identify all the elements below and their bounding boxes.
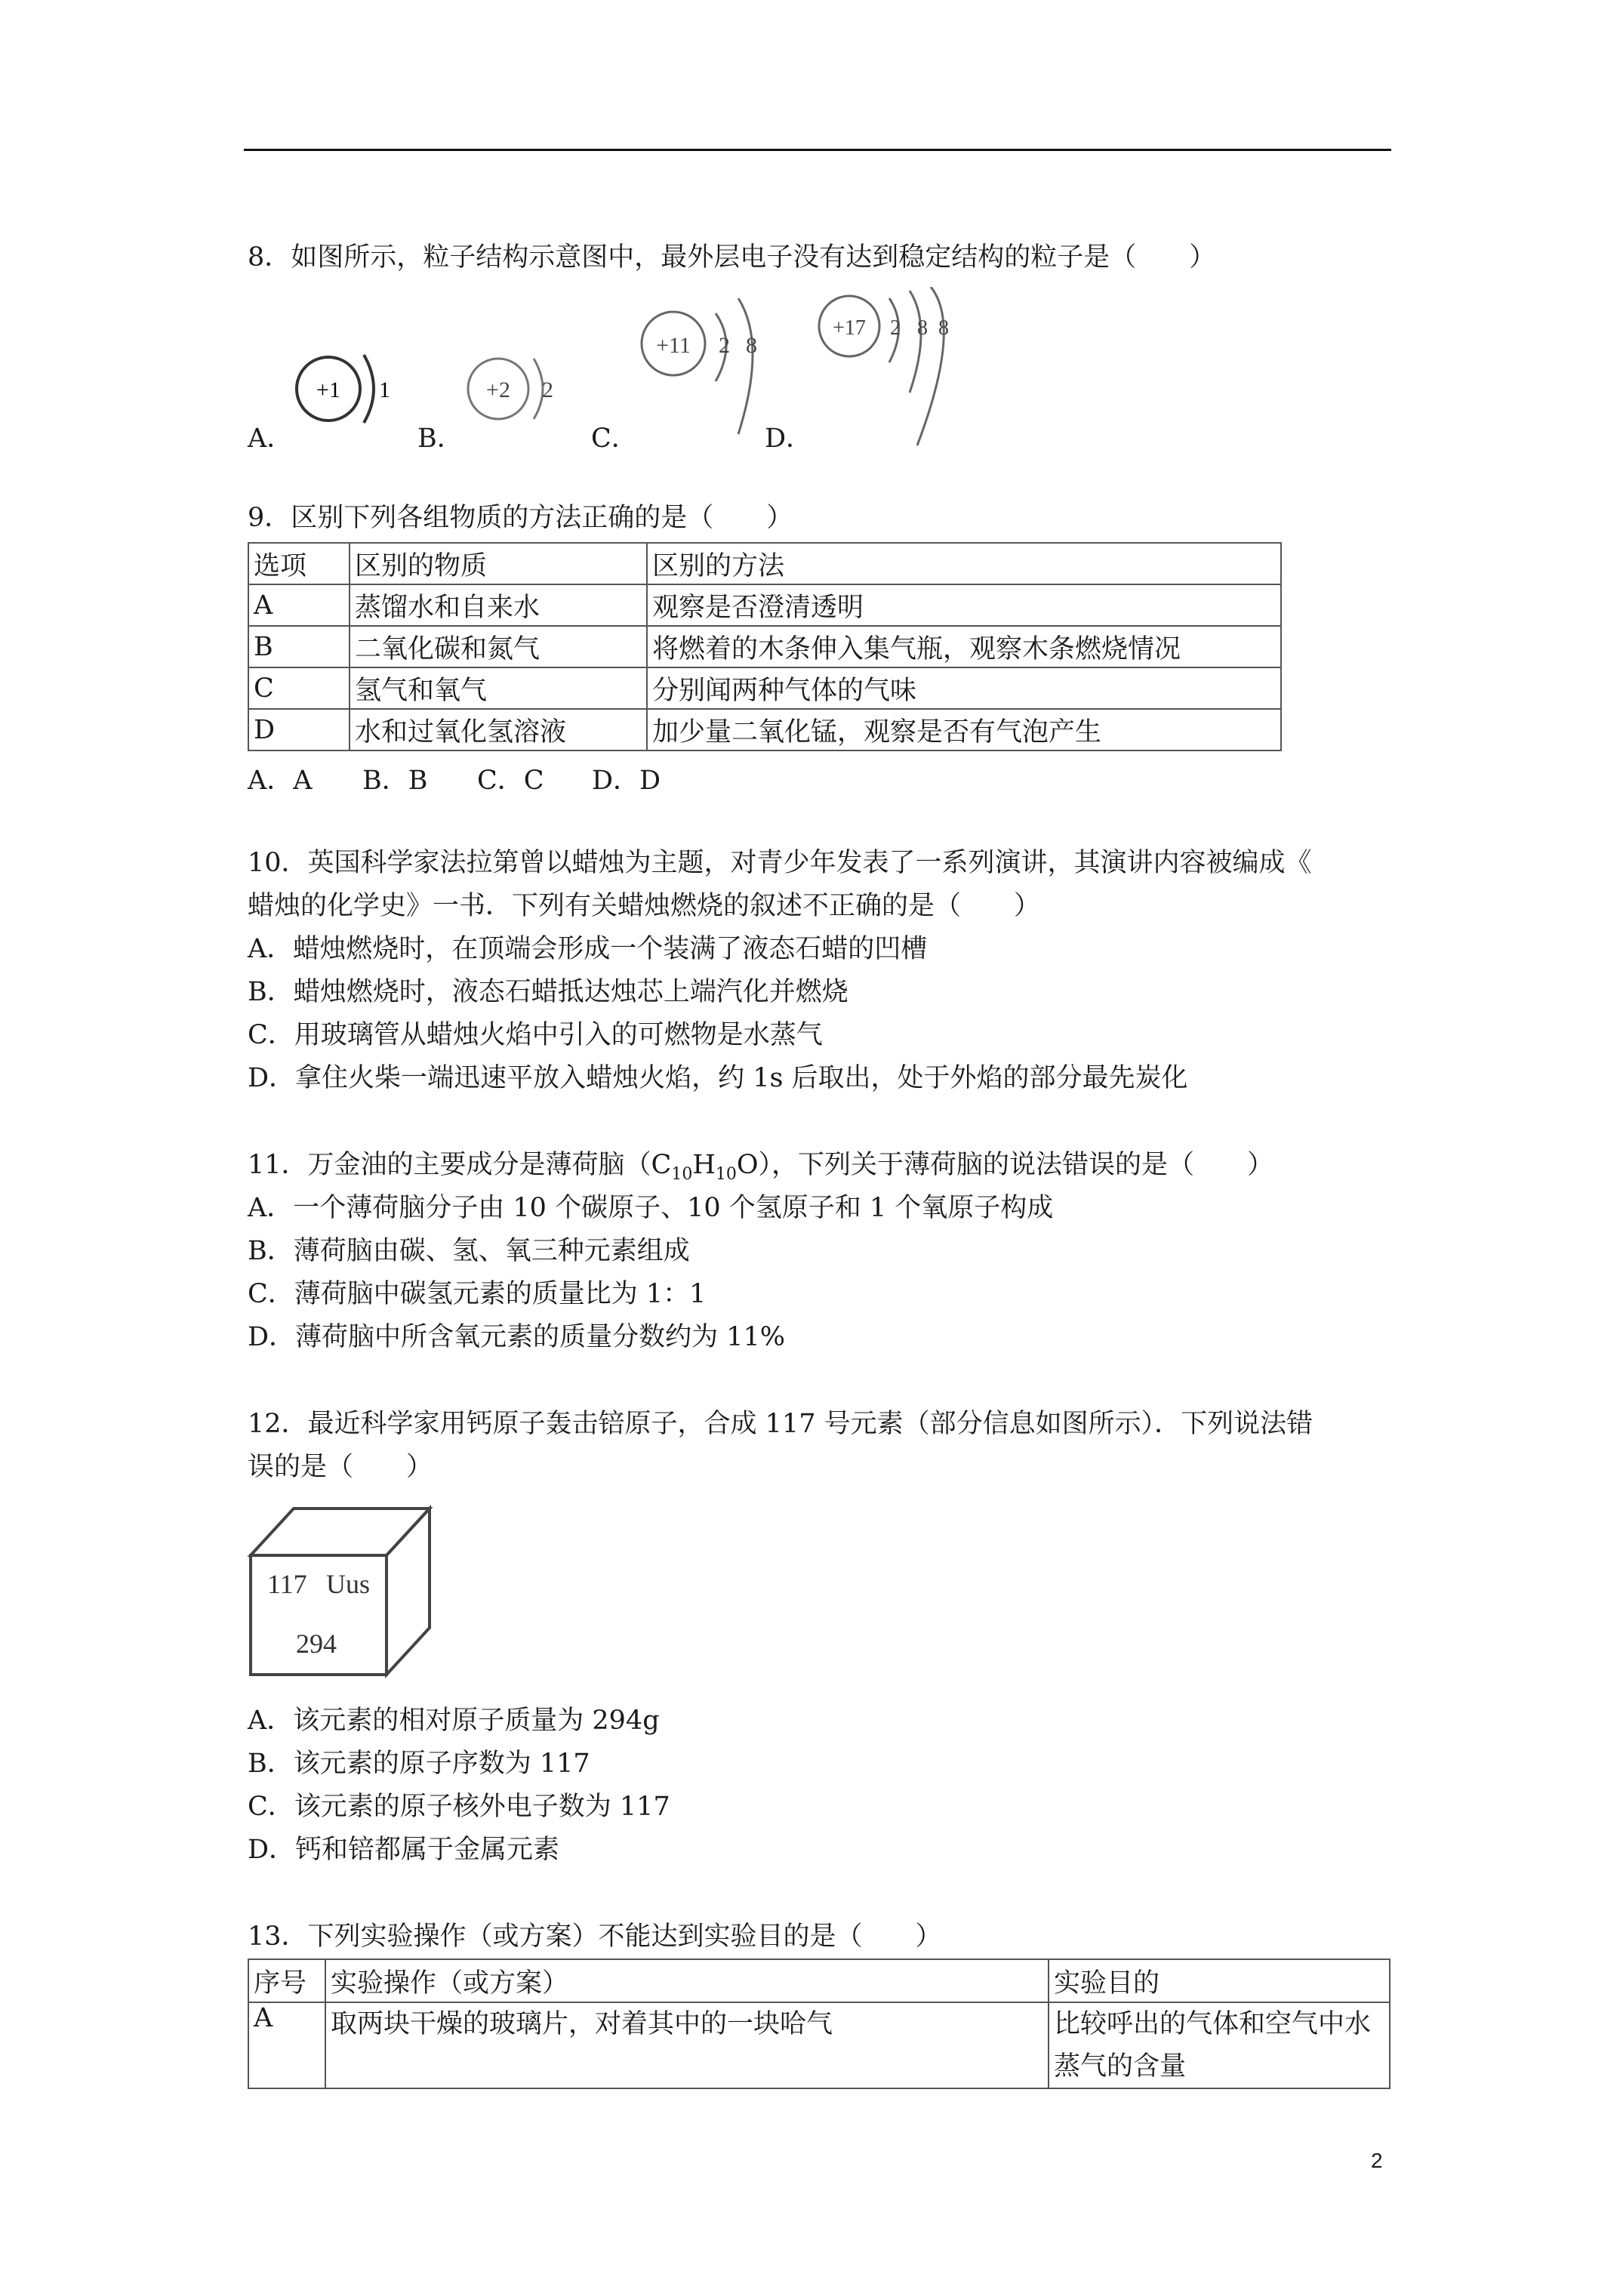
- q8-c-nucleus: +11: [656, 333, 691, 358]
- q8-option-c-label: C．: [591, 424, 638, 454]
- q10-stem-line-2: 蜡烛的化学史》一书．下列有关蜡烛燃烧的叙述不正确的是（ ）: [248, 891, 1041, 921]
- table-cell: D: [248, 709, 350, 750]
- page-number: 2: [1371, 2149, 1383, 2172]
- q9-answer-c: C．C: [477, 766, 544, 796]
- q8-a-nucleus: +1: [316, 378, 340, 402]
- table-header-cell: 区别的方法: [647, 543, 1281, 584]
- q10-stem-line-1: 10．英国科学家法拉第曾以蜡烛为主题，对青少年发表了一系列演讲，其演讲内容被编成《: [248, 848, 1312, 878]
- q8-atom-d-diagram: [812, 287, 985, 453]
- q11-option-a: A．一个薄荷脑分子由 10 个碳原子、10 个氢原子和 1 个氧原子构成: [248, 1193, 1054, 1223]
- q11-subscript-c: 10: [671, 1165, 693, 1184]
- q12-stem-line-2: 误的是（ ）: [248, 1452, 433, 1482]
- table-cell: 观察是否澄清透明: [647, 584, 1281, 626]
- table-row: [248, 626, 1281, 667]
- table-row: [248, 709, 1281, 750]
- table-cell: 二氧化碳和氮气: [350, 626, 647, 667]
- table-row: [248, 2002, 1390, 2088]
- q8-option-a-label: A．: [248, 424, 294, 454]
- q8-c-shell-2: 8: [746, 333, 757, 358]
- q10-option-c: C．用玻璃管从蜡烛火焰中引入的可燃物是水蒸气: [248, 1020, 823, 1050]
- q12-option-d: D．钙和锫都属于金属元素: [248, 1835, 560, 1865]
- q9-table: [248, 542, 1282, 751]
- table-cell: A: [248, 584, 350, 626]
- q11-stem: [248, 1148, 1273, 1191]
- q13-table: [248, 1959, 1390, 2089]
- q8-d-shell-1: 2: [890, 316, 901, 340]
- q11-option-c: C．薄荷脑中碳氢元素的质量比为 1：1: [248, 1279, 707, 1309]
- table-cell: B: [248, 626, 350, 667]
- table-cell: A: [248, 2002, 325, 2088]
- q11-option-d: D．薄荷脑中所含氧元素的质量分数约为 11%: [248, 1322, 785, 1352]
- q12-stem-line-1: 12．最近科学家用钙原子轰击锫原子，合成 117 号元素（部分信息如图所示）．下列说法错: [248, 1409, 1313, 1439]
- q8-d-nucleus: +17: [833, 316, 866, 340]
- q8-c-shell-1: 2: [719, 333, 730, 358]
- table-cell: C: [248, 667, 350, 709]
- table-header-cell: 序号: [248, 1959, 325, 2002]
- table-header-cell: 选项: [248, 543, 350, 584]
- cube-top-face: [251, 1509, 430, 1555]
- q9-stem: 9．区别下列各组物质的方法正确的是（ ）: [248, 503, 793, 533]
- header-rule: [244, 149, 1391, 151]
- q11-stem-mid: H: [692, 1150, 716, 1180]
- table-cell: 氢气和氧气: [350, 667, 647, 709]
- q9-answer-d: D．D: [592, 766, 661, 796]
- q9-answer-b: B．B: [362, 766, 428, 796]
- table-header-cell: 实验操作（或方案）: [325, 1959, 1049, 2002]
- q12-option-b: B．该元素的原子序数为 117: [248, 1749, 590, 1779]
- q8-a-shell-1: 1: [379, 378, 390, 402]
- q8-atom-c-diagram: [634, 298, 785, 449]
- q10-option-b: B．蜡烛燃烧时，液态石蜡抵达烛芯上端汽化并燃烧: [248, 977, 848, 1007]
- q11-option-b: B．薄荷脑由碳、氢、氧三种元素组成: [248, 1236, 690, 1266]
- q12-option-c: C．该元素的原子核外电子数为 117: [248, 1792, 670, 1822]
- q12-option-a: A．该元素的相对原子质量为 294g: [248, 1706, 660, 1736]
- q8-d-shell-3: 8: [938, 316, 949, 340]
- q8-atom-a-diagram: [287, 317, 408, 453]
- table-cell: 将燃着的木条伸入集气瓶，观察木条燃烧情况: [647, 626, 1281, 667]
- table-header-row: [248, 543, 1281, 584]
- q13-purpose-line-1: 比较呼出的气体和空气中水: [1054, 2009, 1372, 2039]
- q10-option-d: D．拿住火柴一端迅速平放入蜡烛火焰，约 1s 后取出，处于外焰的部分最先炭化: [248, 1063, 1188, 1093]
- q8-atom-b-diagram: [457, 317, 577, 453]
- table-cell: 取两块干燥的玻璃片，对着其中的一块哈气: [325, 2002, 1049, 2088]
- element-cube-diagram: [246, 1502, 442, 1684]
- q11-stem-post: O），下列关于薄荷脑的说法错误的是（ ）: [736, 1150, 1274, 1180]
- table-row: [248, 667, 1281, 709]
- table-cell: 分别闻两种气体的气味: [647, 667, 1281, 709]
- table-cell: 加少量二氧化锰，观察是否有气泡产生: [647, 709, 1281, 750]
- table-cell: 蒸馏水和自来水: [350, 584, 647, 626]
- q8-b-nucleus: +2: [486, 378, 510, 402]
- table-header-row: [248, 1959, 1390, 2002]
- shell-arc: [917, 287, 944, 445]
- shell-arc: [738, 298, 753, 434]
- table-row: [248, 584, 1281, 626]
- q11-stem-pre: 11．万金油的主要成分是薄荷脑（C: [248, 1150, 672, 1180]
- q9-answer-a: A．A: [248, 766, 313, 796]
- q10-option-a: A．蜡烛燃烧时，在顶端会形成一个装满了液态石蜡的凹槽: [248, 934, 928, 964]
- q8-stem: 8．如图所示，粒子结构示意图中，最外层电子没有达到稳定结构的粒子是（ ）: [248, 242, 1216, 273]
- q9-answer-options: [248, 764, 661, 797]
- element-symbol: Uus: [326, 1569, 371, 1599]
- q11-subscript-h: 10: [715, 1165, 737, 1184]
- table-cell: [1049, 2002, 1390, 2088]
- q13-purpose-line-2: 蒸气的含量: [1054, 2051, 1187, 2082]
- shell-arc: [364, 355, 374, 423]
- element-mass: 294: [296, 1629, 337, 1659]
- q13-stem: 13．下列实验操作（或方案）不能达到实验目的是（ ）: [248, 1922, 942, 1952]
- table-cell: 水和过氧化氢溶液: [350, 709, 647, 750]
- table-header-cell: 实验目的: [1049, 1959, 1390, 2002]
- cube-side-face: [387, 1509, 430, 1675]
- q8-option-d-label: D．: [765, 424, 813, 454]
- q8-b-shell-1: 2: [542, 378, 553, 402]
- element-atomic-number: 117: [267, 1569, 307, 1599]
- shell-arc: [910, 291, 921, 393]
- table-header-cell: 区别的物质: [350, 543, 647, 584]
- q8-option-b-label: B．: [417, 424, 463, 454]
- q8-d-shell-2: 8: [917, 316, 928, 340]
